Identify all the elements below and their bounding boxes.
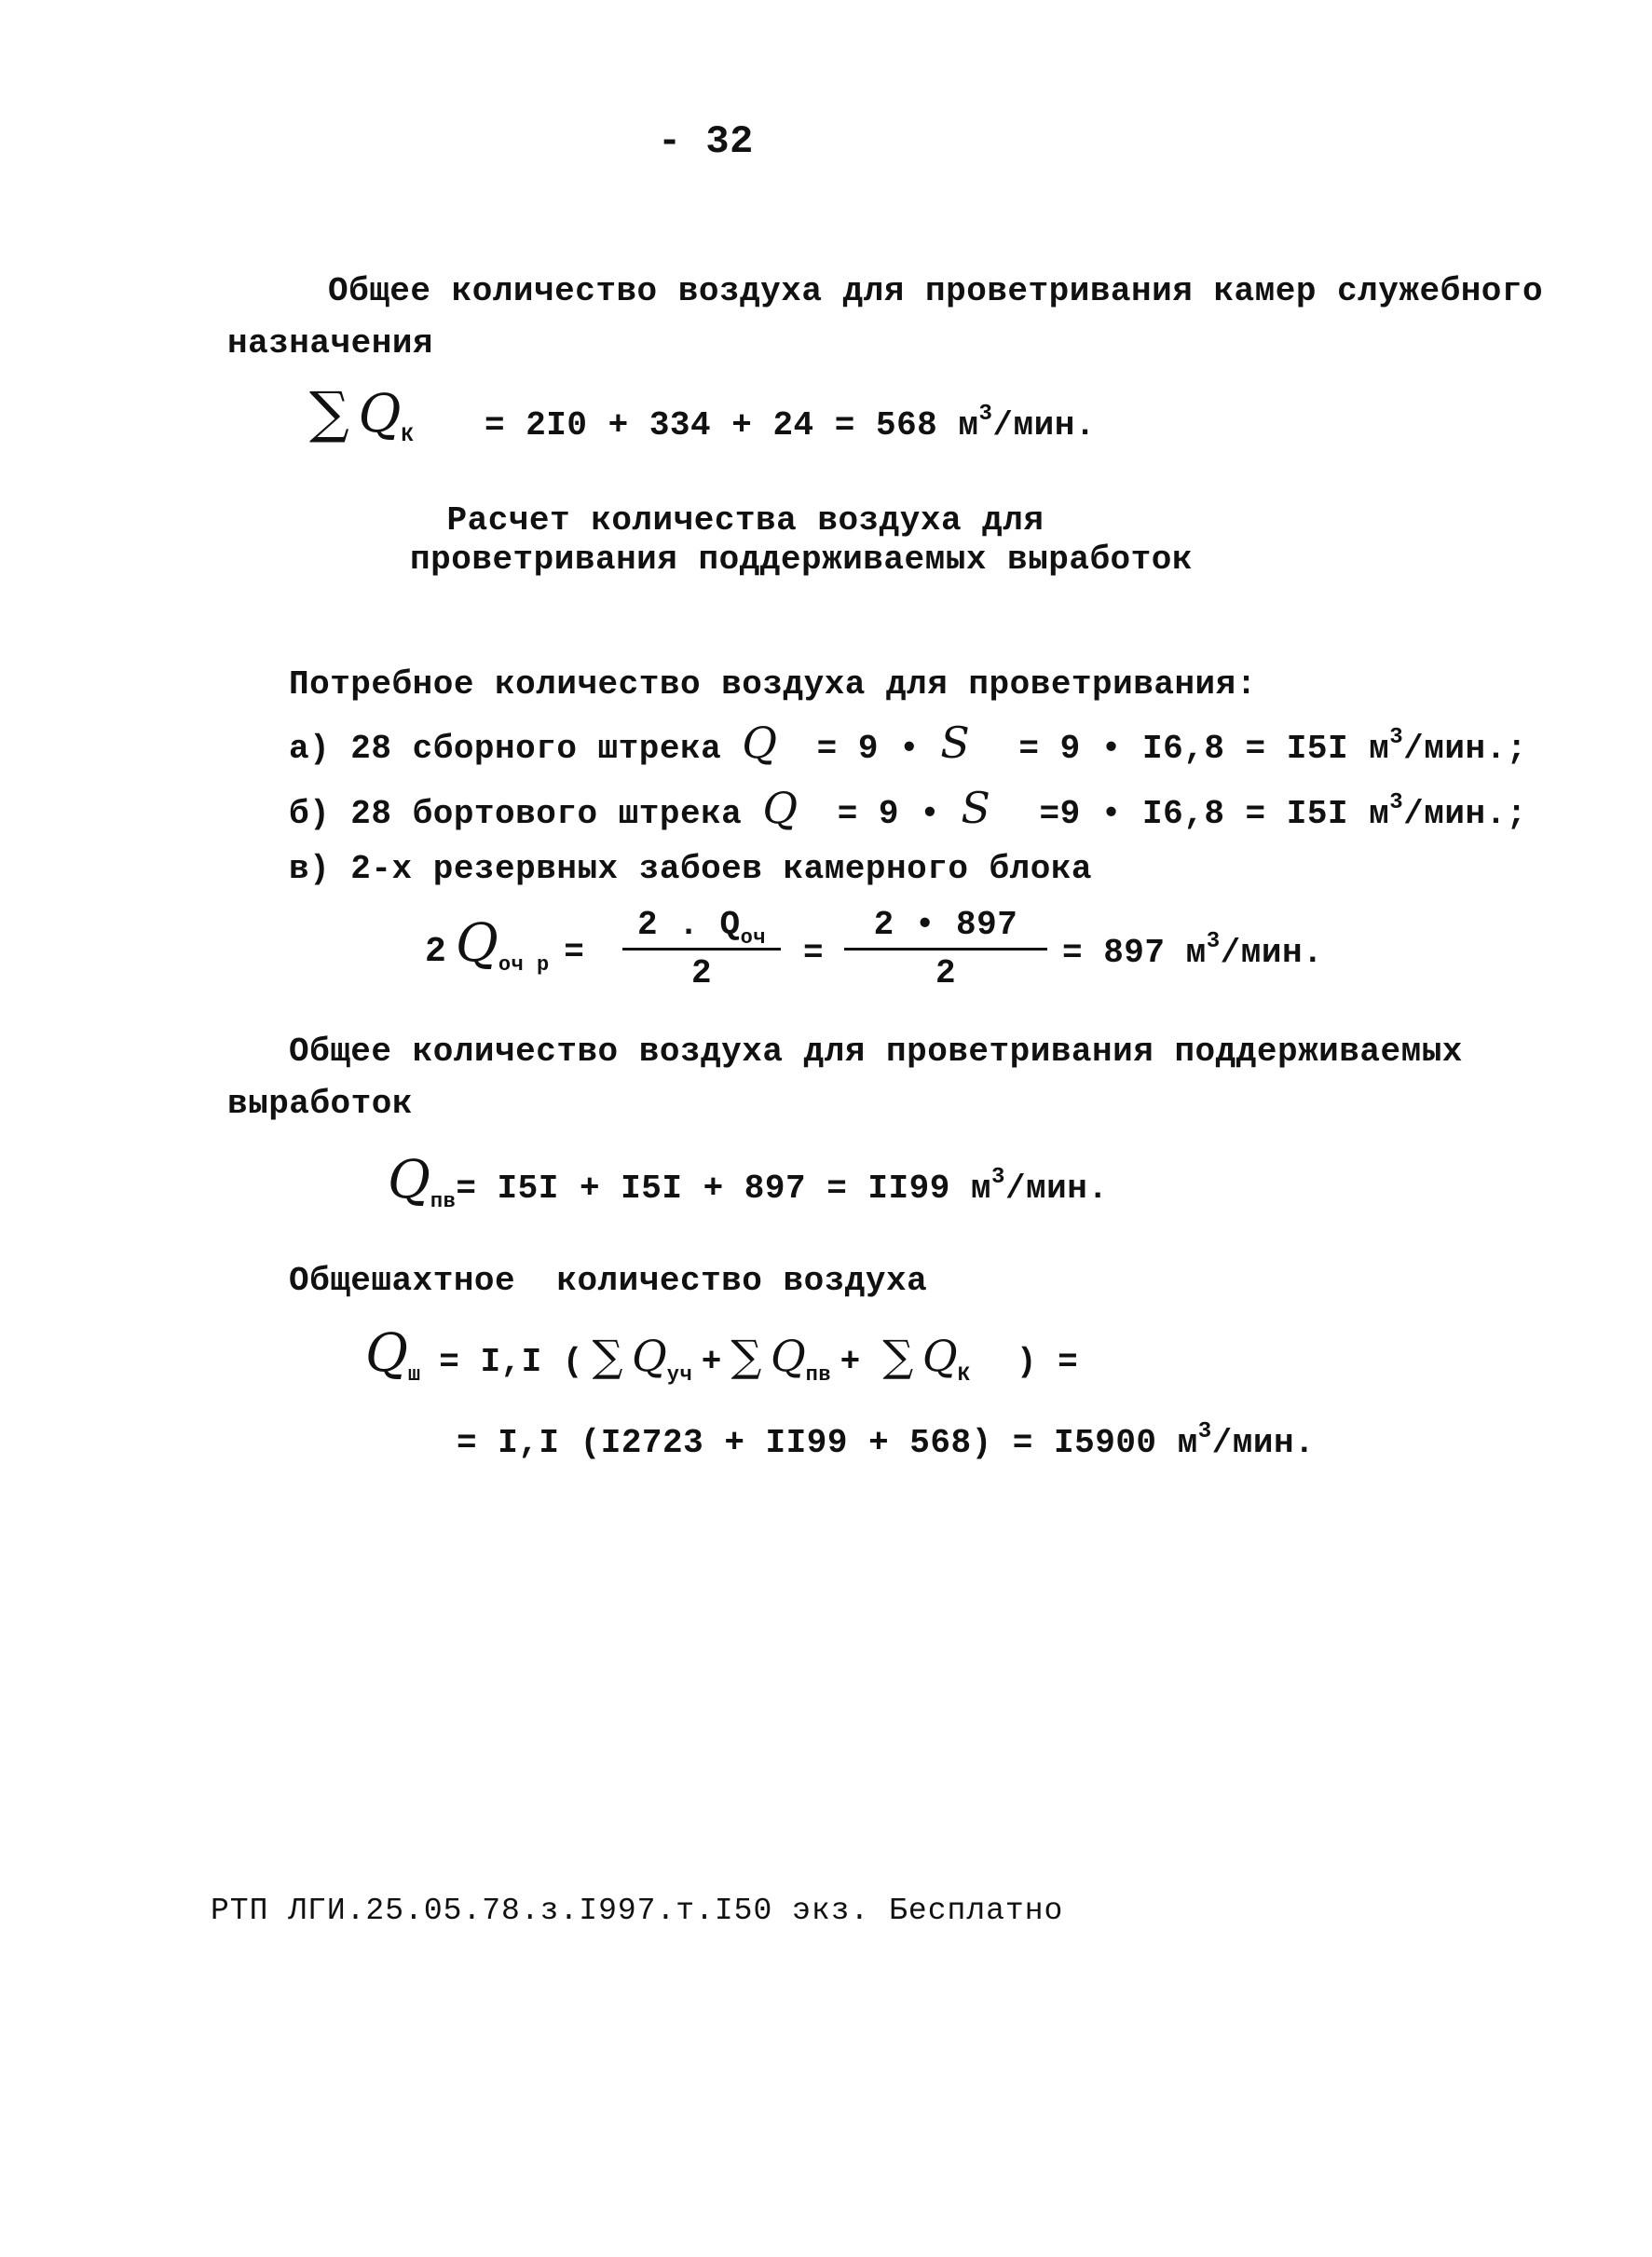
- eq3-q: Q: [388, 1150, 430, 1211]
- eq4-eq: = I,I (: [439, 1343, 583, 1381]
- item-a-q: Q: [742, 718, 778, 768]
- eq2-fraction-2: [844, 906, 1047, 992]
- item-b-sup: 3: [1389, 790, 1404, 815]
- item-b-s: S: [961, 783, 991, 833]
- eq4-q2: Q: [770, 1331, 806, 1381]
- item-b-unit: /мин.;: [1403, 795, 1527, 833]
- item-b-rhs: =9 • I6,8 = I5I м: [1039, 795, 1390, 833]
- equation-1-value: = 2I0 + 334 + 24 = 568 м: [485, 406, 979, 445]
- eq2-sub: оч р: [498, 953, 550, 977]
- q-symbol: Q: [358, 384, 402, 445]
- eq2-value: = 897 м: [1062, 934, 1207, 972]
- equation-qsh: [365, 1323, 1079, 1387]
- equation-och-p: [425, 913, 585, 977]
- item-a-prefix: а) 28 сборного штрека: [289, 730, 722, 768]
- item-a-sup: 3: [1389, 725, 1404, 750]
- item-b-eq: = 9 •: [837, 795, 941, 833]
- eq3-sub: пв: [430, 1190, 457, 1213]
- item-b-q: Q: [762, 783, 799, 833]
- eq2-unit: /мин.: [1220, 934, 1324, 972]
- item-b-prefix: б) 28 бортового штрека: [289, 795, 743, 833]
- eq2-sup: 3: [1206, 929, 1221, 954]
- eq2-frac2-num: 2 • 897: [873, 906, 1018, 944]
- item-b: [289, 783, 1527, 833]
- item-a-eq: = 9 •: [816, 730, 921, 768]
- eq4-line2-value: = I,I (I2723 + II99 + 568) = I5900 м: [457, 1424, 1198, 1462]
- eq2-equals-1: =: [564, 933, 585, 971]
- paragraph-1-line-2: назначения: [227, 324, 434, 362]
- footer-imprint: РТП ЛГИ.25.05.78.з.I997.т.I50 экз. Бесплатно: [211, 1894, 1064, 1928]
- item-c: в) 2-х резервных забоев камерного блока: [289, 850, 1093, 888]
- eq2-rhs: [1062, 929, 1324, 972]
- equation-1-unit: /мин.: [992, 406, 1096, 445]
- eq2-q: Q: [455, 913, 498, 974]
- item-a-unit: /мин.;: [1403, 730, 1527, 768]
- eq4-sub1: уч: [666, 1363, 693, 1387]
- eq2-equals-2: =: [803, 934, 825, 972]
- eq4-sub3: К: [957, 1363, 971, 1387]
- eq4-q: Q: [365, 1323, 408, 1384]
- paragraph-3-line-1: Общее количество воздуха для проветривания поддерживаемых: [289, 1033, 1463, 1071]
- paragraph-1-line-1: Общее количество воздуха для проветривания камер служебного: [328, 272, 1544, 310]
- eq4-sub2: пв: [805, 1363, 832, 1387]
- eq4-close: ) =: [1016, 1343, 1079, 1381]
- eq4-sub: ш: [407, 1363, 421, 1387]
- paragraph-2: Потребное количество воздуха для проветривания:: [289, 665, 1257, 704]
- eq4-sigma-1: ∑: [592, 1331, 623, 1381]
- page-number: - 32: [658, 119, 754, 164]
- eq3-value: = I5I + I5I + 897 = II99 м: [456, 1170, 992, 1208]
- sigma-symbol: ∑: [309, 380, 349, 445]
- eq2-frac2-den: 2: [935, 954, 957, 992]
- paragraph-3-line-2: выработок: [227, 1085, 413, 1123]
- item-a-s: S: [940, 718, 971, 768]
- item-a-rhs: = 9 • I6,8 = I5I м: [1018, 730, 1390, 768]
- section-heading-line-1: Расчет количества воздуха для: [446, 501, 1044, 540]
- eq3-sup: 3: [991, 1165, 1005, 1190]
- eq4-q1: Q: [632, 1331, 667, 1381]
- section-heading-line-2: проветривания поддерживаемых выработок: [410, 540, 1193, 579]
- paragraph-4: Общешахтное количество воздуха: [289, 1262, 928, 1300]
- equation-1-sup: 3: [978, 402, 993, 427]
- eq4-q3: Q: [922, 1331, 958, 1381]
- eq4-sigma-3: ∑: [882, 1331, 914, 1381]
- eq3-unit: /мин.: [1004, 1170, 1109, 1208]
- eq4-plus-1: +: [701, 1343, 722, 1381]
- eq2-coef: 2: [425, 932, 447, 972]
- equation-qpv: [388, 1150, 1108, 1211]
- item-a: [289, 718, 1527, 768]
- eq2-fraction-1: [622, 906, 781, 992]
- eq2-frac1-den: 2: [690, 954, 713, 992]
- equation-1-rhs: [485, 402, 1096, 445]
- q-subscript: К: [401, 424, 415, 447]
- eq2-frac1-num: 2 . Q: [637, 906, 741, 944]
- eq2-frac1-num-sub: оч: [740, 926, 766, 950]
- eq4-sup: 3: [1197, 1419, 1212, 1444]
- equation-sum-qk: [309, 380, 414, 445]
- equation-qsh-line-2: [457, 1419, 1316, 1462]
- eq4-unit: /мин.: [1211, 1424, 1316, 1462]
- eq4-sigma-2: ∑: [730, 1331, 762, 1381]
- eq4-plus-2: +: [840, 1343, 861, 1381]
